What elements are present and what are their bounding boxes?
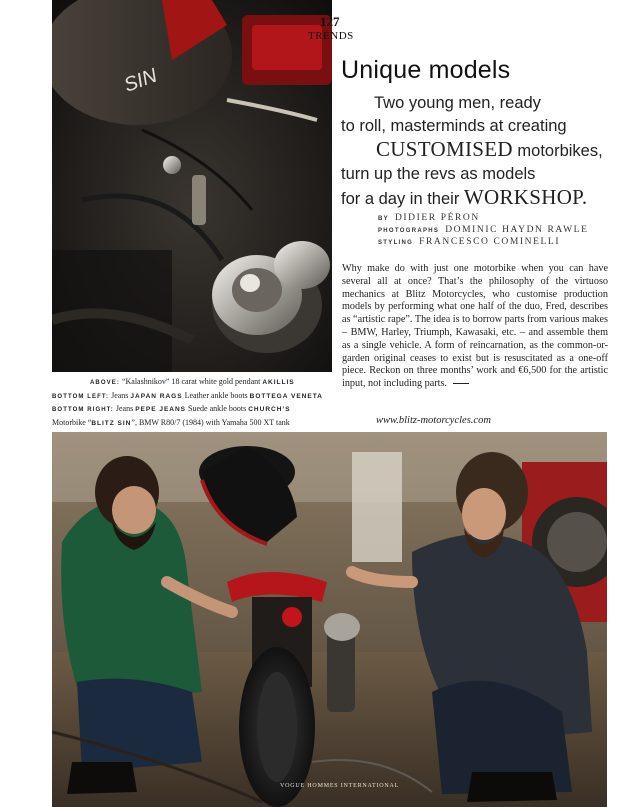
caption-text: “Kalashnikov” 18 carat white gold pendant <box>119 377 263 386</box>
caption-brand: JAPAN RAGS <box>130 392 183 400</box>
caption-brand: BOTTEGA VENETA <box>249 392 323 400</box>
credit-styling <box>378 236 589 248</box>
caption-brand: AKILLIS <box>262 379 295 386</box>
caption-text: Jeans <box>109 390 131 400</box>
caption-label: ABOVE: <box>90 380 120 386</box>
deck-line-3 <box>341 138 611 163</box>
caption-label: BOTTOM RIGHT: <box>52 407 114 413</box>
credit-value: DOMINIC HAYDN RAWLE <box>445 225 589 235</box>
credit-value: FRANCESCO COMINELLI <box>419 237 561 247</box>
footer-imprint: VOGUE HOMMES INTERNATIONAL <box>280 783 400 789</box>
caption-bottom-right <box>52 403 332 417</box>
caption-above <box>52 376 332 390</box>
credit-photographs <box>378 224 589 236</box>
end-mark <box>453 383 469 384</box>
credit-label: STYLING <box>378 240 414 246</box>
workshop-illustration <box>52 432 607 807</box>
credit-value: DIDIER PÉRON <box>394 213 480 223</box>
engine-closeup-illustration <box>52 0 332 372</box>
caption-brand: CHURCH’S <box>248 406 291 413</box>
caption-text: Suede ankle boots <box>186 404 249 413</box>
caption-bottom-left <box>52 390 332 404</box>
deck-line-5 <box>341 186 611 211</box>
engine-closeup-photo <box>52 0 332 372</box>
page-number: 127 <box>320 14 340 29</box>
deck-line-4: turn up the revs as models <box>341 165 536 183</box>
deck-emphasis-workshop: WORKSHOP. <box>463 185 588 209</box>
credit-author <box>378 212 589 224</box>
credit-label: PHOTOGRAPHS <box>378 228 440 234</box>
photo-captions <box>52 376 332 430</box>
deck-line-2: to roll, masterminds at creating <box>341 117 567 135</box>
deck-line-5-start: for a day in their <box>341 190 464 208</box>
article-deck <box>341 92 611 211</box>
workshop-photo <box>52 432 607 807</box>
caption-brand: BLITZ SIN <box>91 419 132 427</box>
deck-line-1: Two young men, ready <box>374 94 541 112</box>
caption-brand: PEPE JEANS <box>135 406 187 413</box>
deck-line-3-rest: motorbikes, <box>512 142 603 160</box>
caption-text: Leather ankle boots <box>182 390 250 400</box>
article-title: Unique models <box>341 56 511 84</box>
website-link[interactable]: www.blitz-motorcycles.com <box>376 415 491 426</box>
article-body-text: Why make do with just one motorbike when you can have several all at once? That’s the philosophy of the virtuoso mechanics at Blitz Motorcycles, who customise production models by performing what one half of the duo, Fred, describes as “artistic rape”. The idea is to borrow parts from various makes – BMW, Harley, Triumph, Kawasaki, etc. – and assemble them as a single vehicle. A form of reincarnation, as the common-or-garden original ceases to exist but is resuscitated as a one-off piece. Reckon on three months’ work and €6,500 for the artistic input, not including parts. <box>342 263 608 390</box>
caption-label: BOTTOM LEFT: <box>52 393 110 400</box>
credit-label: BY <box>378 216 389 222</box>
deck-emphasis-customised: CUSTOMISED <box>376 137 513 161</box>
caption-text: Motorbike “ <box>52 417 92 427</box>
section-label: TRENDS <box>308 30 354 42</box>
caption-text: ”, BMW R80/7 (1984) with Yamaha 500 XT tank <box>131 417 290 427</box>
article-body <box>342 263 608 391</box>
caption-motorbike <box>52 417 332 431</box>
caption-text: Jeans <box>113 404 136 413</box>
credits-block <box>378 212 589 248</box>
svg-text:SIN: SIN <box>121 64 161 97</box>
